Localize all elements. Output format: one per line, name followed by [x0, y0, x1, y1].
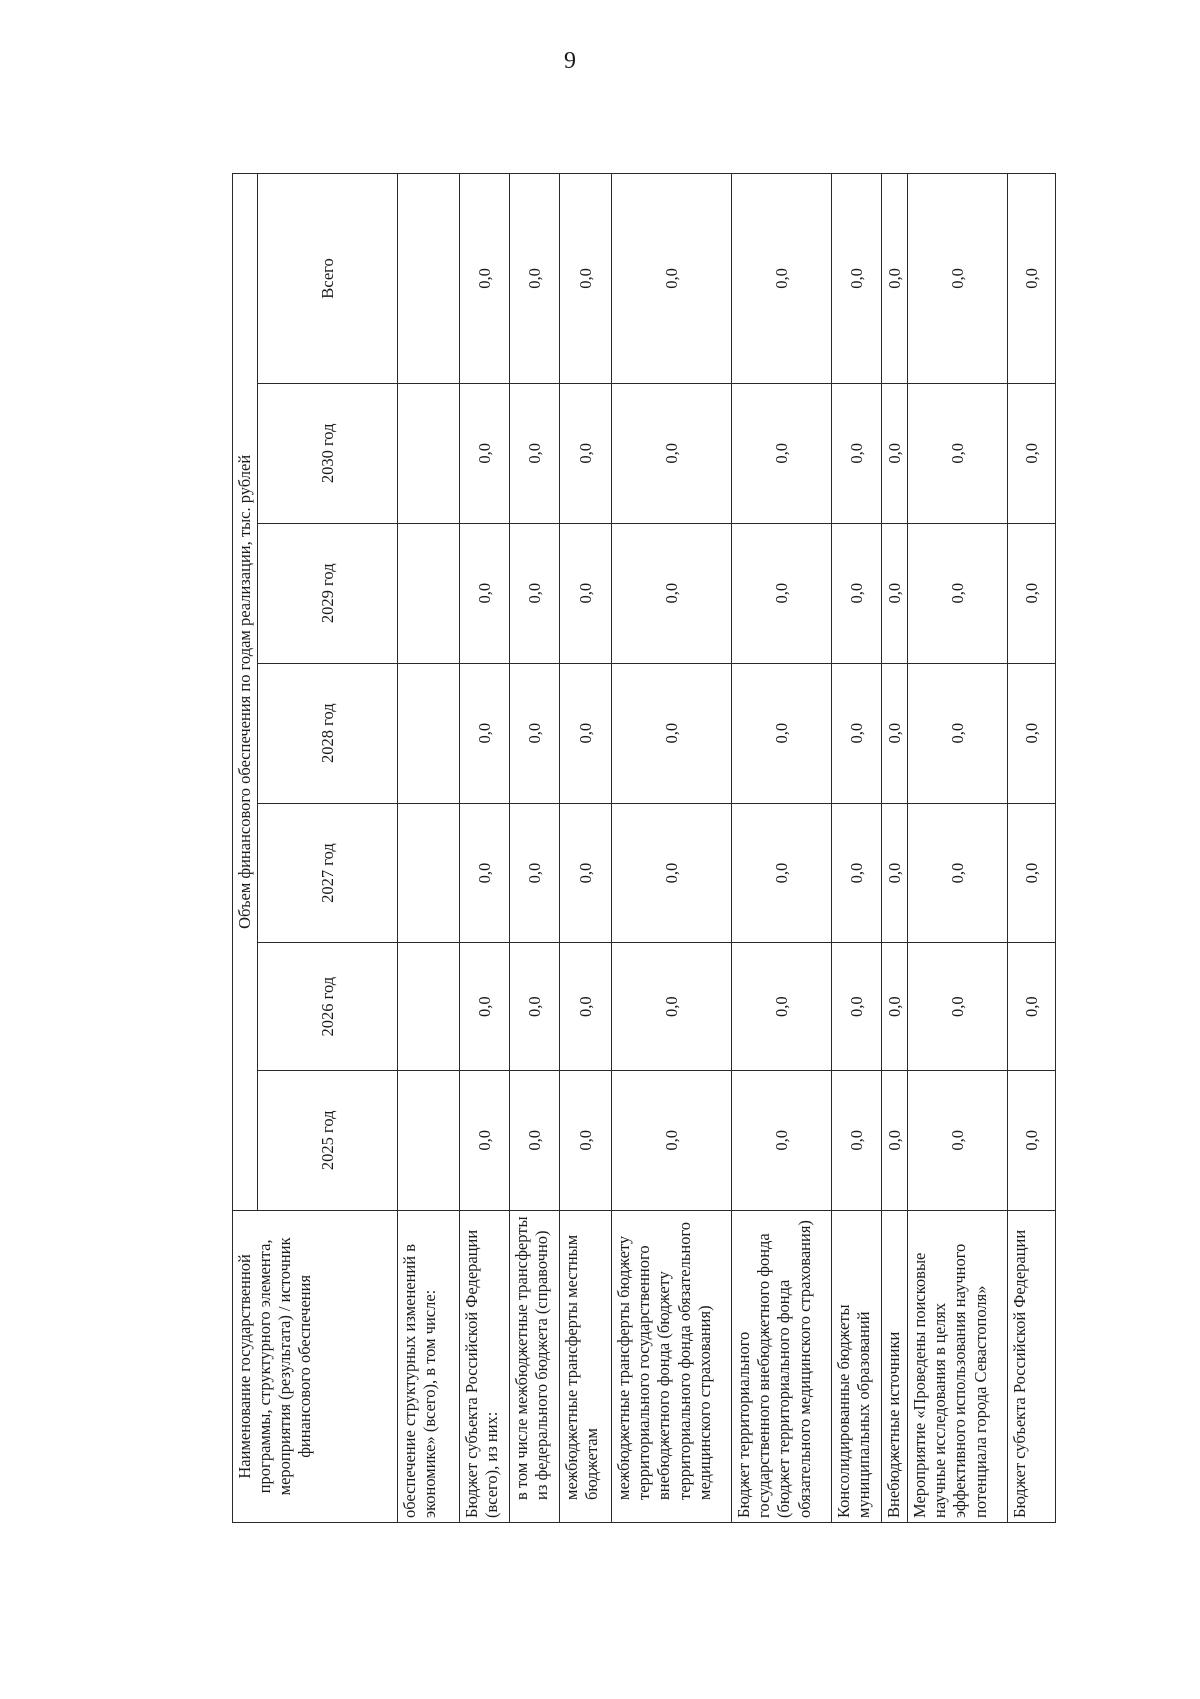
- row-value: 0,0: [1008, 1070, 1056, 1210]
- row-value: [398, 174, 460, 384]
- table-row: [1008, 174, 1056, 1523]
- table-row: [882, 174, 908, 1523]
- row-value: 0,0: [832, 523, 882, 663]
- row-value: 0,0: [612, 174, 732, 384]
- row-value: 0,0: [612, 1070, 732, 1210]
- row-value: 0,0: [832, 174, 882, 384]
- row-value: 0,0: [510, 523, 560, 663]
- row-value: 0,0: [908, 943, 1008, 1070]
- row-value: 0,0: [510, 174, 560, 384]
- row-value: [398, 523, 460, 663]
- table-row: [832, 174, 882, 1523]
- row-value: 0,0: [1008, 383, 1056, 523]
- row-value: 0,0: [560, 383, 612, 523]
- row-value: 0,0: [832, 943, 882, 1070]
- row-value: 0,0: [908, 663, 1008, 803]
- row-value: 0,0: [612, 803, 732, 943]
- rotated-table-wrapper: [232, 173, 1054, 1523]
- row-value: 0,0: [732, 663, 832, 803]
- row-name: Бюджет субъекта Российской Федерации: [1008, 1210, 1056, 1522]
- row-value: [398, 663, 460, 803]
- row-name: межбюджетные трансферты местным бюджетам: [560, 1210, 612, 1522]
- row-value: 0,0: [1008, 663, 1056, 803]
- row-value: 0,0: [882, 943, 908, 1070]
- row-value: 0,0: [832, 663, 882, 803]
- row-name: Мероприятие «Проведены поисковые научные исследования в целях эффективного использования научного потенциала города Севастополя»: [908, 1210, 1008, 1522]
- row-value: 0,0: [560, 174, 612, 384]
- table-row: [612, 174, 732, 1523]
- row-value: 0,0: [460, 1070, 510, 1210]
- row-value: 0,0: [510, 663, 560, 803]
- row-name: Внебюджетные источники: [882, 1210, 908, 1522]
- row-value: 0,0: [560, 943, 612, 1070]
- page-number: 9: [564, 48, 576, 74]
- row-value: 0,0: [908, 174, 1008, 384]
- row-value: 0,0: [1008, 943, 1056, 1070]
- row-value: 0,0: [612, 383, 732, 523]
- row-value: 0,0: [510, 943, 560, 1070]
- row-value: 0,0: [560, 1070, 612, 1210]
- row-name: Консолидированные бюджеты муниципальных образований: [832, 1210, 882, 1522]
- row-value: 0,0: [460, 803, 510, 943]
- row-value: 0,0: [732, 1070, 832, 1210]
- row-value: 0,0: [908, 803, 1008, 943]
- row-value: 0,0: [1008, 803, 1056, 943]
- row-value: 0,0: [612, 523, 732, 663]
- row-value: 0,0: [882, 523, 908, 663]
- header-year: 2025 год: [258, 1070, 398, 1210]
- header-total: Всего: [258, 174, 398, 384]
- row-name: межбюджетные трансферты бюджету территориального государственного внебюджетного фонда (бюджету территориального фонда обязательного медицинского страхования): [612, 1210, 732, 1522]
- header-year: 2030 год: [258, 383, 398, 523]
- header-name-column: Наименование государственной программы, структурного элемента, мероприятия (результата) / источник финансового обеспечения: [233, 1210, 398, 1522]
- table-row: [732, 174, 832, 1523]
- row-value: 0,0: [560, 803, 612, 943]
- table-row: [908, 174, 1008, 1523]
- row-value: 0,0: [612, 943, 732, 1070]
- row-value: 0,0: [560, 663, 612, 803]
- row-value: 0,0: [510, 383, 560, 523]
- row-value: 0,0: [832, 383, 882, 523]
- header-group-title: Объем финансового обеспечения по годам реализации, тыс. рублей: [233, 174, 258, 1211]
- row-name: Бюджет территориального государственного внебюджетного фонда (бюджет территориального фонда обязательного медицинского страхования): [732, 1210, 832, 1522]
- row-value: 0,0: [460, 943, 510, 1070]
- row-value: 0,0: [882, 803, 908, 943]
- header-year: 2027 год: [258, 803, 398, 943]
- row-value: 0,0: [832, 803, 882, 943]
- row-value: [398, 943, 460, 1070]
- row-value: 0,0: [908, 523, 1008, 663]
- row-value: 0,0: [560, 523, 612, 663]
- row-name: в том числе межбюджетные трансферты из федерального бюджета (справочно): [510, 1210, 560, 1522]
- row-value: 0,0: [460, 523, 510, 663]
- row-value: 0,0: [1008, 523, 1056, 663]
- row-value: 0,0: [908, 1070, 1008, 1210]
- row-value: 0,0: [1008, 174, 1056, 384]
- row-name: обеспечение структурных изменений в экономике» (всего), в том числе:: [398, 1210, 460, 1522]
- row-value: 0,0: [732, 523, 832, 663]
- row-value: 0,0: [460, 383, 510, 523]
- row-value: [398, 803, 460, 943]
- table-row: [560, 174, 612, 1523]
- header-year: 2029 год: [258, 523, 398, 663]
- row-value: 0,0: [510, 803, 560, 943]
- row-value: 0,0: [460, 663, 510, 803]
- table-row: [460, 174, 510, 1523]
- header-year: 2028 год: [258, 663, 398, 803]
- row-value: 0,0: [732, 383, 832, 523]
- financing-table: [232, 173, 1056, 1523]
- row-value: 0,0: [832, 1070, 882, 1210]
- row-value: 0,0: [732, 174, 832, 384]
- row-value: [398, 383, 460, 523]
- header-year: 2026 год: [258, 943, 398, 1070]
- row-value: 0,0: [908, 383, 1008, 523]
- row-value: 0,0: [732, 943, 832, 1070]
- row-value: 0,0: [882, 663, 908, 803]
- row-value: 0,0: [612, 663, 732, 803]
- row-value: 0,0: [882, 383, 908, 523]
- row-name: Бюджет субъекта Российской Федерации (всего), из них:: [460, 1210, 510, 1522]
- row-value: 0,0: [732, 803, 832, 943]
- row-value: [398, 1070, 460, 1210]
- row-value: 0,0: [460, 174, 510, 384]
- row-value: 0,0: [882, 174, 908, 384]
- table-row: [398, 174, 460, 1523]
- row-value: 0,0: [882, 1070, 908, 1210]
- table-row: [510, 174, 560, 1523]
- row-value: 0,0: [510, 1070, 560, 1210]
